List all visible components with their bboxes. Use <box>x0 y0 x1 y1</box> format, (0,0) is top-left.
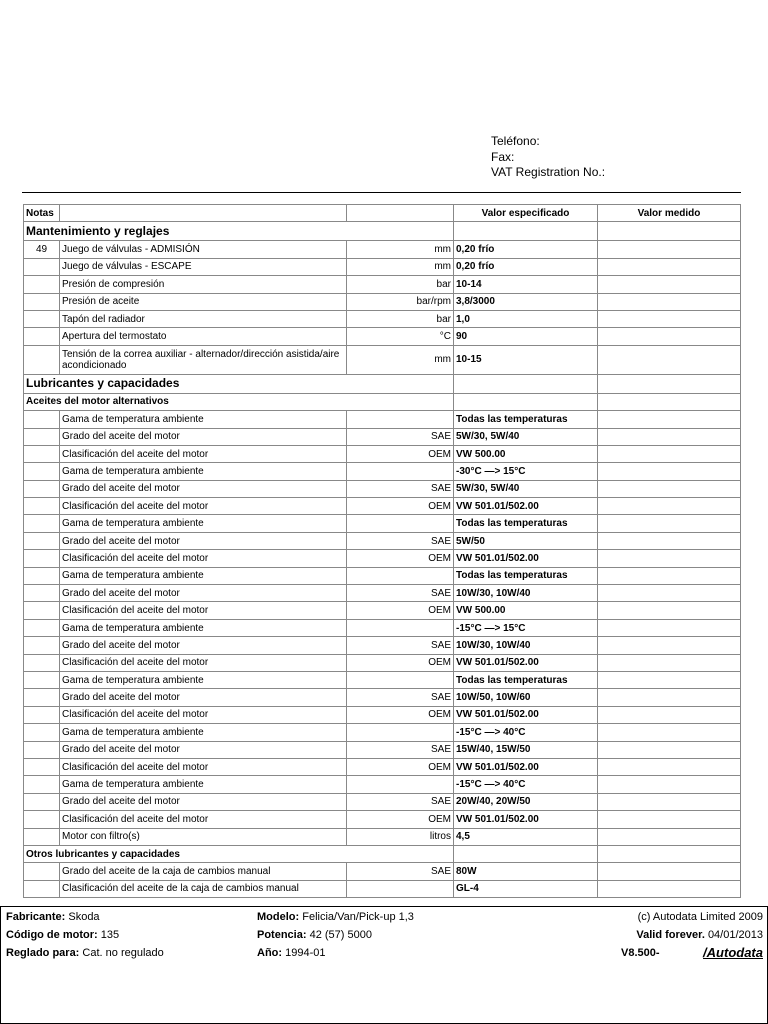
header-divider <box>22 192 741 193</box>
specified-value-cell: VW 501.01/502.00 <box>454 654 598 671</box>
version-text: V8.500- <box>621 947 660 959</box>
measured-value-cell <box>598 654 741 671</box>
table-row <box>24 828 741 845</box>
measured-value-cell <box>598 793 741 810</box>
specified-value-cell: 15W/40, 15W/50 <box>454 741 598 758</box>
note-cell <box>24 328 60 345</box>
measured-value-cell <box>598 671 741 688</box>
unit-cell: litros <box>347 828 454 845</box>
unit-cell <box>347 411 454 428</box>
note-cell <box>24 498 60 515</box>
measured-value-cell <box>598 345 741 374</box>
note-cell <box>24 293 60 310</box>
table-row <box>24 689 741 706</box>
subsection-heading: Aceites del motor alternativos <box>24 393 454 410</box>
parameter-cell: Grado del aceite del motor <box>60 793 347 810</box>
note-cell <box>24 532 60 549</box>
table-row <box>24 741 741 758</box>
unit-cell: mm <box>347 258 454 275</box>
measured-value-cell <box>598 445 741 462</box>
table-row <box>24 758 741 775</box>
parameter-cell: Clasificación del aceite del motor <box>60 550 347 567</box>
specified-value-cell: -15°C —> 40°C <box>454 776 598 793</box>
unit-cell: OEM <box>347 498 454 515</box>
parameter-cell: Juego de válvulas - ADMISIÓN <box>60 241 347 258</box>
valid-label: Valid forever. <box>636 929 705 941</box>
table-row <box>24 811 741 828</box>
measured-value-cell <box>598 293 741 310</box>
specified-value-cell: VW 500.00 <box>454 602 598 619</box>
parameter-cell: Clasificación del aceite del motor <box>60 602 347 619</box>
measured-value-cell <box>598 498 741 515</box>
unit-cell: SAE <box>347 793 454 810</box>
table-row <box>24 550 741 567</box>
unit-cell: mm <box>347 241 454 258</box>
specified-value-cell: 90 <box>454 328 598 345</box>
table-row <box>24 706 741 723</box>
unit-cell: OEM <box>347 706 454 723</box>
specified-value-cell: 10W/30, 10W/40 <box>454 585 598 602</box>
specified-value-cell: -30°C —> 15°C <box>454 463 598 480</box>
parameter-cell: Tensión de la correa auxiliar - alternador/dirección asistida/aire acondicionado <box>60 345 347 374</box>
note-cell <box>24 602 60 619</box>
unit-cell <box>347 619 454 636</box>
parameter-cell: Clasificación del aceite del motor <box>60 758 347 775</box>
note-cell <box>24 619 60 636</box>
measured-value-cell <box>598 515 741 532</box>
unit-cell: SAE <box>347 585 454 602</box>
specified-value-cell: Todas las temperaturas <box>454 515 598 532</box>
parameter-cell: Grado del aceite de la caja de cambios manual <box>60 863 347 880</box>
vehicle-info-footer <box>0 906 768 1024</box>
specified-value-cell: 10-15 <box>454 345 598 374</box>
parameter-cell: Grado del aceite del motor <box>60 428 347 445</box>
specified-value-cell: Todas las temperaturas <box>454 567 598 584</box>
unit-cell: SAE <box>347 637 454 654</box>
table-row <box>24 863 741 880</box>
specified-value-cell: 5W/30, 5W/40 <box>454 480 598 497</box>
table-row <box>24 532 741 549</box>
vat-label: VAT Registration No.: <box>491 165 606 179</box>
specified-value-cell: 4,5 <box>454 828 598 845</box>
table-row <box>24 602 741 619</box>
note-cell <box>24 811 60 828</box>
table-row <box>24 619 741 636</box>
notes-header: Notas <box>24 205 60 222</box>
note-cell <box>24 793 60 810</box>
phone-label: Teléfono: <box>491 134 540 148</box>
unit-cell: SAE <box>347 741 454 758</box>
unit-cell: bar <box>347 310 454 327</box>
table-row <box>24 293 741 310</box>
measured-value-cell <box>598 463 741 480</box>
unit-cell: °C <box>347 328 454 345</box>
table-row <box>24 276 741 293</box>
note-cell <box>24 828 60 845</box>
specified-value-cell: 20W/40, 20W/50 <box>454 793 598 810</box>
power-label: Potencia: <box>257 929 307 941</box>
table-row <box>24 880 741 897</box>
specified-value-cell: 5W/50 <box>454 532 598 549</box>
manufacturer-label: Fabricante: <box>6 911 66 923</box>
note-cell <box>24 310 60 327</box>
specified-value-cell: VW 501.01/502.00 <box>454 706 598 723</box>
table-row <box>24 498 741 515</box>
parameter-cell: Juego de válvulas - ESCAPE <box>60 258 347 275</box>
parameter-cell: Grado del aceite del motor <box>60 637 347 654</box>
measured-value-cell <box>598 758 741 775</box>
measured-value-cell <box>598 619 741 636</box>
measured-value-cell <box>598 811 741 828</box>
note-cell <box>24 480 60 497</box>
parameter-cell: Presión de aceite <box>60 293 347 310</box>
specified-value-cell: -15°C —> 15°C <box>454 619 598 636</box>
parameter-cell: Clasificación del aceite del motor <box>60 811 347 828</box>
parameter-cell: Clasificación del aceite del motor <box>60 654 347 671</box>
specified-value-cell: VW 501.01/502.00 <box>454 498 598 515</box>
model-label: Modelo: <box>257 911 300 923</box>
unit-cell: OEM <box>347 602 454 619</box>
measured-value-cell <box>598 480 741 497</box>
subsection-heading-row <box>24 393 741 410</box>
contact-block <box>491 134 605 181</box>
table-row <box>24 310 741 327</box>
note-cell: 49 <box>24 241 60 258</box>
unit-cell: mm <box>347 345 454 374</box>
table-row <box>24 258 741 275</box>
measured-value-cell <box>598 880 741 897</box>
table-row <box>24 637 741 654</box>
measured-value-cell <box>598 241 741 258</box>
table-header <box>24 205 741 222</box>
measured-value-cell <box>598 689 741 706</box>
note-cell <box>24 428 60 445</box>
specified-value-cell: VW 501.01/502.00 <box>454 758 598 775</box>
section-heading: Lubricantes y capacidades <box>24 374 454 393</box>
note-cell <box>24 463 60 480</box>
measured-value-cell <box>598 602 741 619</box>
valid-date: 04/01/2013 <box>707 929 763 941</box>
model-value: Felicia/Van/Pick-up 1,3 <box>302 911 414 923</box>
measured-value-cell <box>598 258 741 275</box>
note-cell <box>24 689 60 706</box>
specified-value-cell: 1,0 <box>454 310 598 327</box>
section-heading-row <box>24 222 741 241</box>
note-cell <box>24 776 60 793</box>
parameter-cell: Motor con filtro(s) <box>60 828 347 845</box>
unit-cell: SAE <box>347 689 454 706</box>
tuned-for-value: Cat. no regulado <box>82 947 164 959</box>
unit-cell: SAE <box>347 863 454 880</box>
unit-cell: SAE <box>347 532 454 549</box>
manufacturer-value: Skoda <box>68 911 100 923</box>
measured-value-cell <box>598 637 741 654</box>
table-row <box>24 411 741 428</box>
tuned-for-label: Reglado para: <box>6 947 80 959</box>
unit-cell <box>347 671 454 688</box>
year-label: Año: <box>257 947 283 959</box>
measured-value-cell <box>598 776 741 793</box>
table-row <box>24 345 741 374</box>
unit-cell: OEM <box>347 811 454 828</box>
note-cell <box>24 411 60 428</box>
autodata-logo: /Autodata <box>703 945 763 960</box>
specified-value-cell: VW 501.01/502.00 <box>454 811 598 828</box>
specified-value-cell: Todas las temperaturas <box>454 411 598 428</box>
parameter-cell: Presión de compresión <box>60 276 347 293</box>
unit-cell: OEM <box>347 550 454 567</box>
note-cell <box>24 276 60 293</box>
note-cell <box>24 515 60 532</box>
specified-value-cell: 0,20 frío <box>454 258 598 275</box>
parameter-cell: Gama de temperatura ambiente <box>60 724 347 741</box>
parameter-cell: Grado del aceite del motor <box>60 480 347 497</box>
specified-value-cell: VW 500.00 <box>454 445 598 462</box>
parameter-cell: Grado del aceite del motor <box>60 532 347 549</box>
parameter-cell: Gama de temperatura ambiente <box>60 515 347 532</box>
year-value: 1994-01 <box>285 947 326 959</box>
specified-value-cell: 3,8/3000 <box>454 293 598 310</box>
table-row <box>24 428 741 445</box>
measured-value-cell <box>598 585 741 602</box>
note-cell <box>24 445 60 462</box>
measured-value-cell <box>598 428 741 445</box>
parameter-cell: Apertura del termostato <box>60 328 347 345</box>
unit-cell: OEM <box>347 445 454 462</box>
note-cell <box>24 258 60 275</box>
measured-value-header: Valor medido <box>598 205 741 222</box>
unit-cell <box>347 880 454 897</box>
note-cell <box>24 758 60 775</box>
engine-code-value: 135 <box>100 929 120 941</box>
measured-value-cell <box>598 532 741 549</box>
specified-value-cell: 80W <box>454 863 598 880</box>
section-heading-row <box>24 374 741 393</box>
measured-value-cell <box>598 328 741 345</box>
table-row <box>24 776 741 793</box>
table-row <box>24 480 741 497</box>
measured-value-cell <box>598 828 741 845</box>
parameter-cell: Tapón del radiador <box>60 310 347 327</box>
note-cell <box>24 567 60 584</box>
unit-cell <box>347 567 454 584</box>
copyright-text: (c) Autodata Limited 2009 <box>637 911 763 923</box>
specified-value-cell: GL-4 <box>454 880 598 897</box>
parameter-cell: Gama de temperatura ambiente <box>60 619 347 636</box>
specified-value-cell: -15°C —> 40°C <box>454 724 598 741</box>
unit-cell: bar <box>347 276 454 293</box>
table-row <box>24 793 741 810</box>
subsection-heading-row <box>24 845 741 862</box>
unit-cell: OEM <box>347 654 454 671</box>
parameter-cell: Clasificación del aceite del motor <box>60 445 347 462</box>
specified-value-cell: 10W/50, 10W/60 <box>454 689 598 706</box>
table-row <box>24 654 741 671</box>
note-cell <box>24 637 60 654</box>
engine-code-label: Código de motor: <box>6 929 98 941</box>
specified-value-cell: 0,20 frío <box>454 241 598 258</box>
measured-value-cell <box>598 276 741 293</box>
parameter-cell: Gama de temperatura ambiente <box>60 411 347 428</box>
measured-value-cell <box>598 863 741 880</box>
table-row <box>24 515 741 532</box>
measured-value-cell <box>598 550 741 567</box>
unit-cell <box>347 515 454 532</box>
parameter-cell: Gama de temperatura ambiente <box>60 567 347 584</box>
parameter-cell: Grado del aceite del motor <box>60 689 347 706</box>
table-row <box>24 585 741 602</box>
table-row <box>24 241 741 258</box>
measured-value-cell <box>598 741 741 758</box>
parameter-cell: Clasificación del aceite del motor <box>60 498 347 515</box>
note-cell <box>24 585 60 602</box>
specified-value-cell: 10-14 <box>454 276 598 293</box>
measured-value-cell <box>598 567 741 584</box>
note-cell <box>24 880 60 897</box>
specified-value-cell: 10W/30, 10W/40 <box>454 637 598 654</box>
table-row <box>24 567 741 584</box>
parameter-cell: Grado del aceite del motor <box>60 741 347 758</box>
specified-value-cell: Todas las temperaturas <box>454 671 598 688</box>
note-cell <box>24 706 60 723</box>
measured-value-cell <box>598 706 741 723</box>
specified-value-cell: VW 501.01/502.00 <box>454 550 598 567</box>
note-cell <box>24 550 60 567</box>
measured-value-cell <box>598 411 741 428</box>
table-row <box>24 445 741 462</box>
measured-value-cell <box>598 310 741 327</box>
parameter-cell: Grado del aceite del motor <box>60 585 347 602</box>
measured-value-cell <box>598 724 741 741</box>
note-cell <box>24 724 60 741</box>
specified-value-cell: 5W/30, 5W/40 <box>454 428 598 445</box>
table-row <box>24 328 741 345</box>
unit-cell: SAE <box>347 480 454 497</box>
fax-label: Fax: <box>491 149 515 164</box>
specification-table <box>23 204 741 898</box>
section-heading: Mantenimiento y reglajes <box>24 222 454 241</box>
note-cell <box>24 671 60 688</box>
unit-cell <box>347 776 454 793</box>
parameter-cell: Gama de temperatura ambiente <box>60 671 347 688</box>
note-cell <box>24 654 60 671</box>
parameter-cell: Gama de temperatura ambiente <box>60 463 347 480</box>
table-row <box>24 463 741 480</box>
power-value: 42 (57) 5000 <box>309 929 372 941</box>
unit-cell <box>347 724 454 741</box>
unit-cell: OEM <box>347 758 454 775</box>
subsection-heading: Otros lubricantes y capacidades <box>24 845 454 862</box>
parameter-cell: Clasificación del aceite de la caja de cambios manual <box>60 880 347 897</box>
parameter-cell: Clasificación del aceite del motor <box>60 706 347 723</box>
table-row <box>24 724 741 741</box>
table-row <box>24 671 741 688</box>
unit-cell: bar/rpm <box>347 293 454 310</box>
parameter-cell: Gama de temperatura ambiente <box>60 776 347 793</box>
note-cell <box>24 741 60 758</box>
note-cell <box>24 345 60 374</box>
unit-cell: SAE <box>347 428 454 445</box>
unit-cell <box>347 463 454 480</box>
note-cell <box>24 863 60 880</box>
specified-value-header: Valor especificado <box>454 205 598 222</box>
